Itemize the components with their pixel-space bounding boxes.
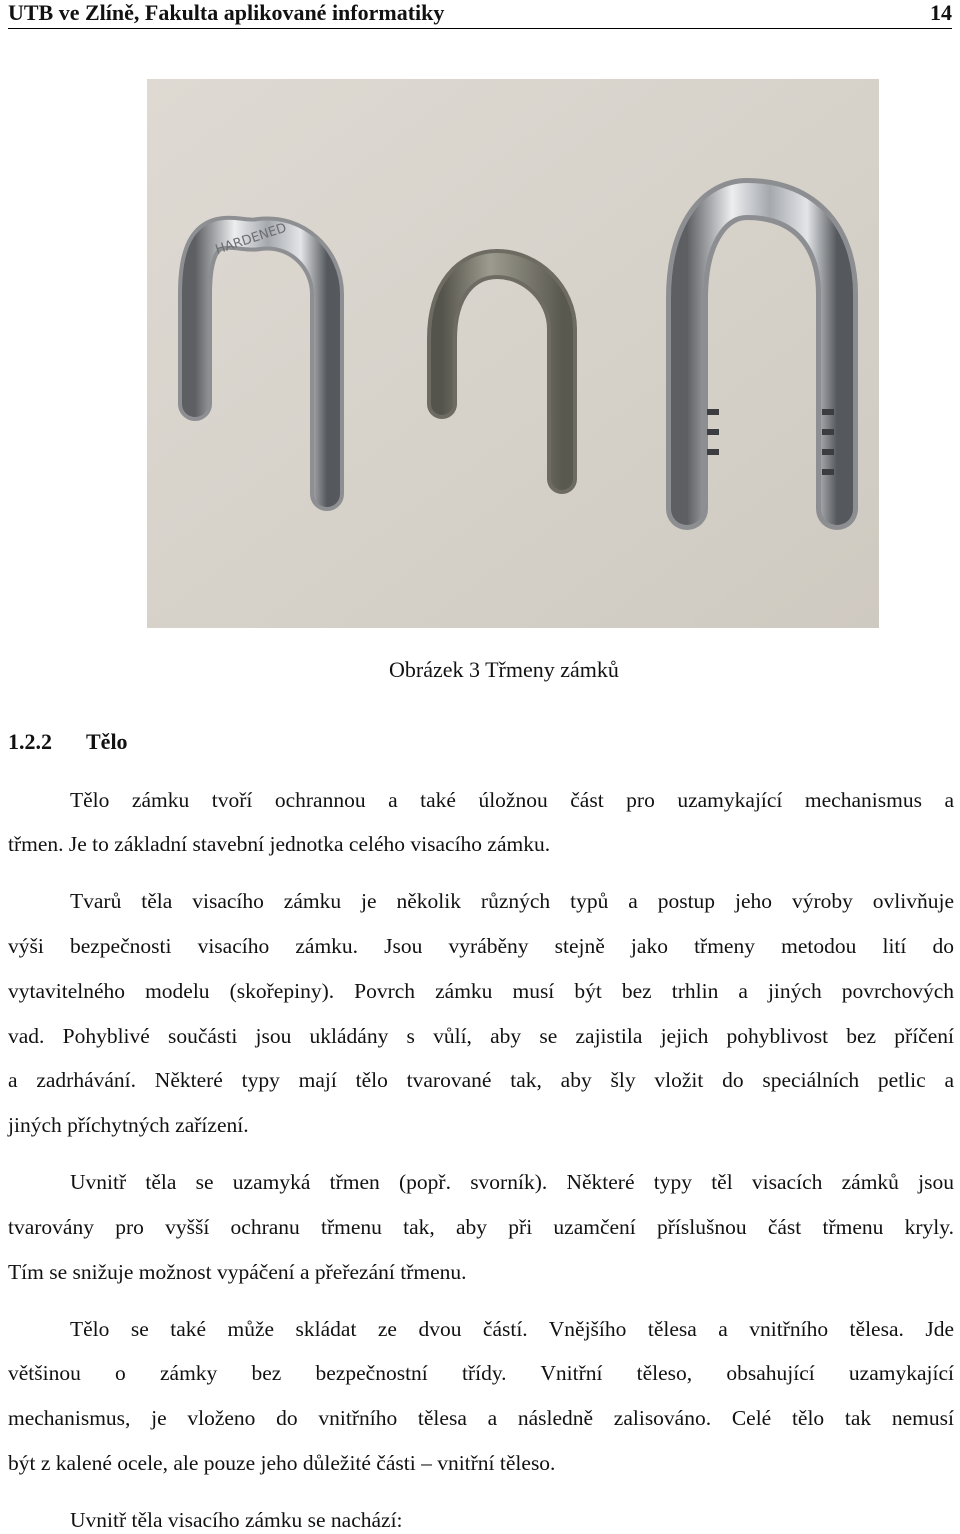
paragraph-line: výši bezpečnosti visacího zámku. Jsou vyráběny stejně jako třmeny metodou lití do [8, 934, 954, 958]
paragraph-line: Tvarů těla visacího zámku je několik různých typů a postup jeho výroby ovlivňuje [70, 889, 954, 913]
paragraph-line: vad. Pohyblivé součásti jsou ukládány s vůlí, aby se zajistila jejich pohyblivost bez příčení [8, 1024, 954, 1048]
paragraph-line: tvarovány pro vyšší ochranu třmenu tak, aby při uzamčení příslušnou část třmenu kryly. [8, 1215, 954, 1239]
paragraph-line: většinou o zámky bez bezpečnostní třídy. Vnitřní těleso, obsahující uzamykající [8, 1361, 954, 1385]
paragraph-line: Uvnitř těla visacího zámku se nachází: [70, 1508, 403, 1532]
page-header [8, 0, 952, 29]
figure-caption: Obrázek 3 Třmeny zámků [389, 657, 619, 682]
section-heading [8, 729, 128, 755]
paragraph-line: Tělo se také může skládat ze dvou částí. Vnějšího tělesa a vnitřního tělesa. Jde [70, 1317, 954, 1341]
paragraph-line: třmen. Je to základní stavební jednotka celého visacího zámku. [8, 832, 551, 856]
paragraph-line: Tím se snižuje možnost vypáčení a přeřezání třmenu. [8, 1260, 467, 1284]
page-number: 14 [930, 0, 952, 25]
paragraph-line: Uvnitř těla se uzamyká třmen (popř. svorník). Některé typy těl visacích zámků jsou [70, 1170, 954, 1194]
shackles-photo [147, 79, 879, 628]
paragraph-line: Tělo zámku tvoří ochrannou a také úložnou část pro uzamykající mechanismus a [70, 788, 954, 812]
section-number: 1.2.2 [8, 729, 52, 754]
paragraph-line: být z kalené ocele, ale pouze jeho důležité části – vnitřní těleso. [8, 1451, 556, 1475]
section-title: Tělo [86, 729, 128, 754]
paragraph-line: mechanismus, je vloženo do vnitřního tělesa a následně zalisováno. Celé tělo tak nemusí [8, 1406, 954, 1430]
paragraph-line: vytavitelného modelu (skořepiny). Povrch zámku musí být bez trhlin a jiných povrchových [8, 979, 954, 1003]
paragraph-line: a zadrhávání. Některé typy mají tělo tvarované tak, aby šly vložit do speciálních petlic a [8, 1068, 954, 1092]
svg-text:HARDENED: HARDENED [213, 220, 289, 258]
header-title: UTB ve Zlíně, Fakulta aplikované informatiky [8, 0, 445, 25]
paragraph-line: jiných příchytných zařízení. [8, 1113, 249, 1137]
